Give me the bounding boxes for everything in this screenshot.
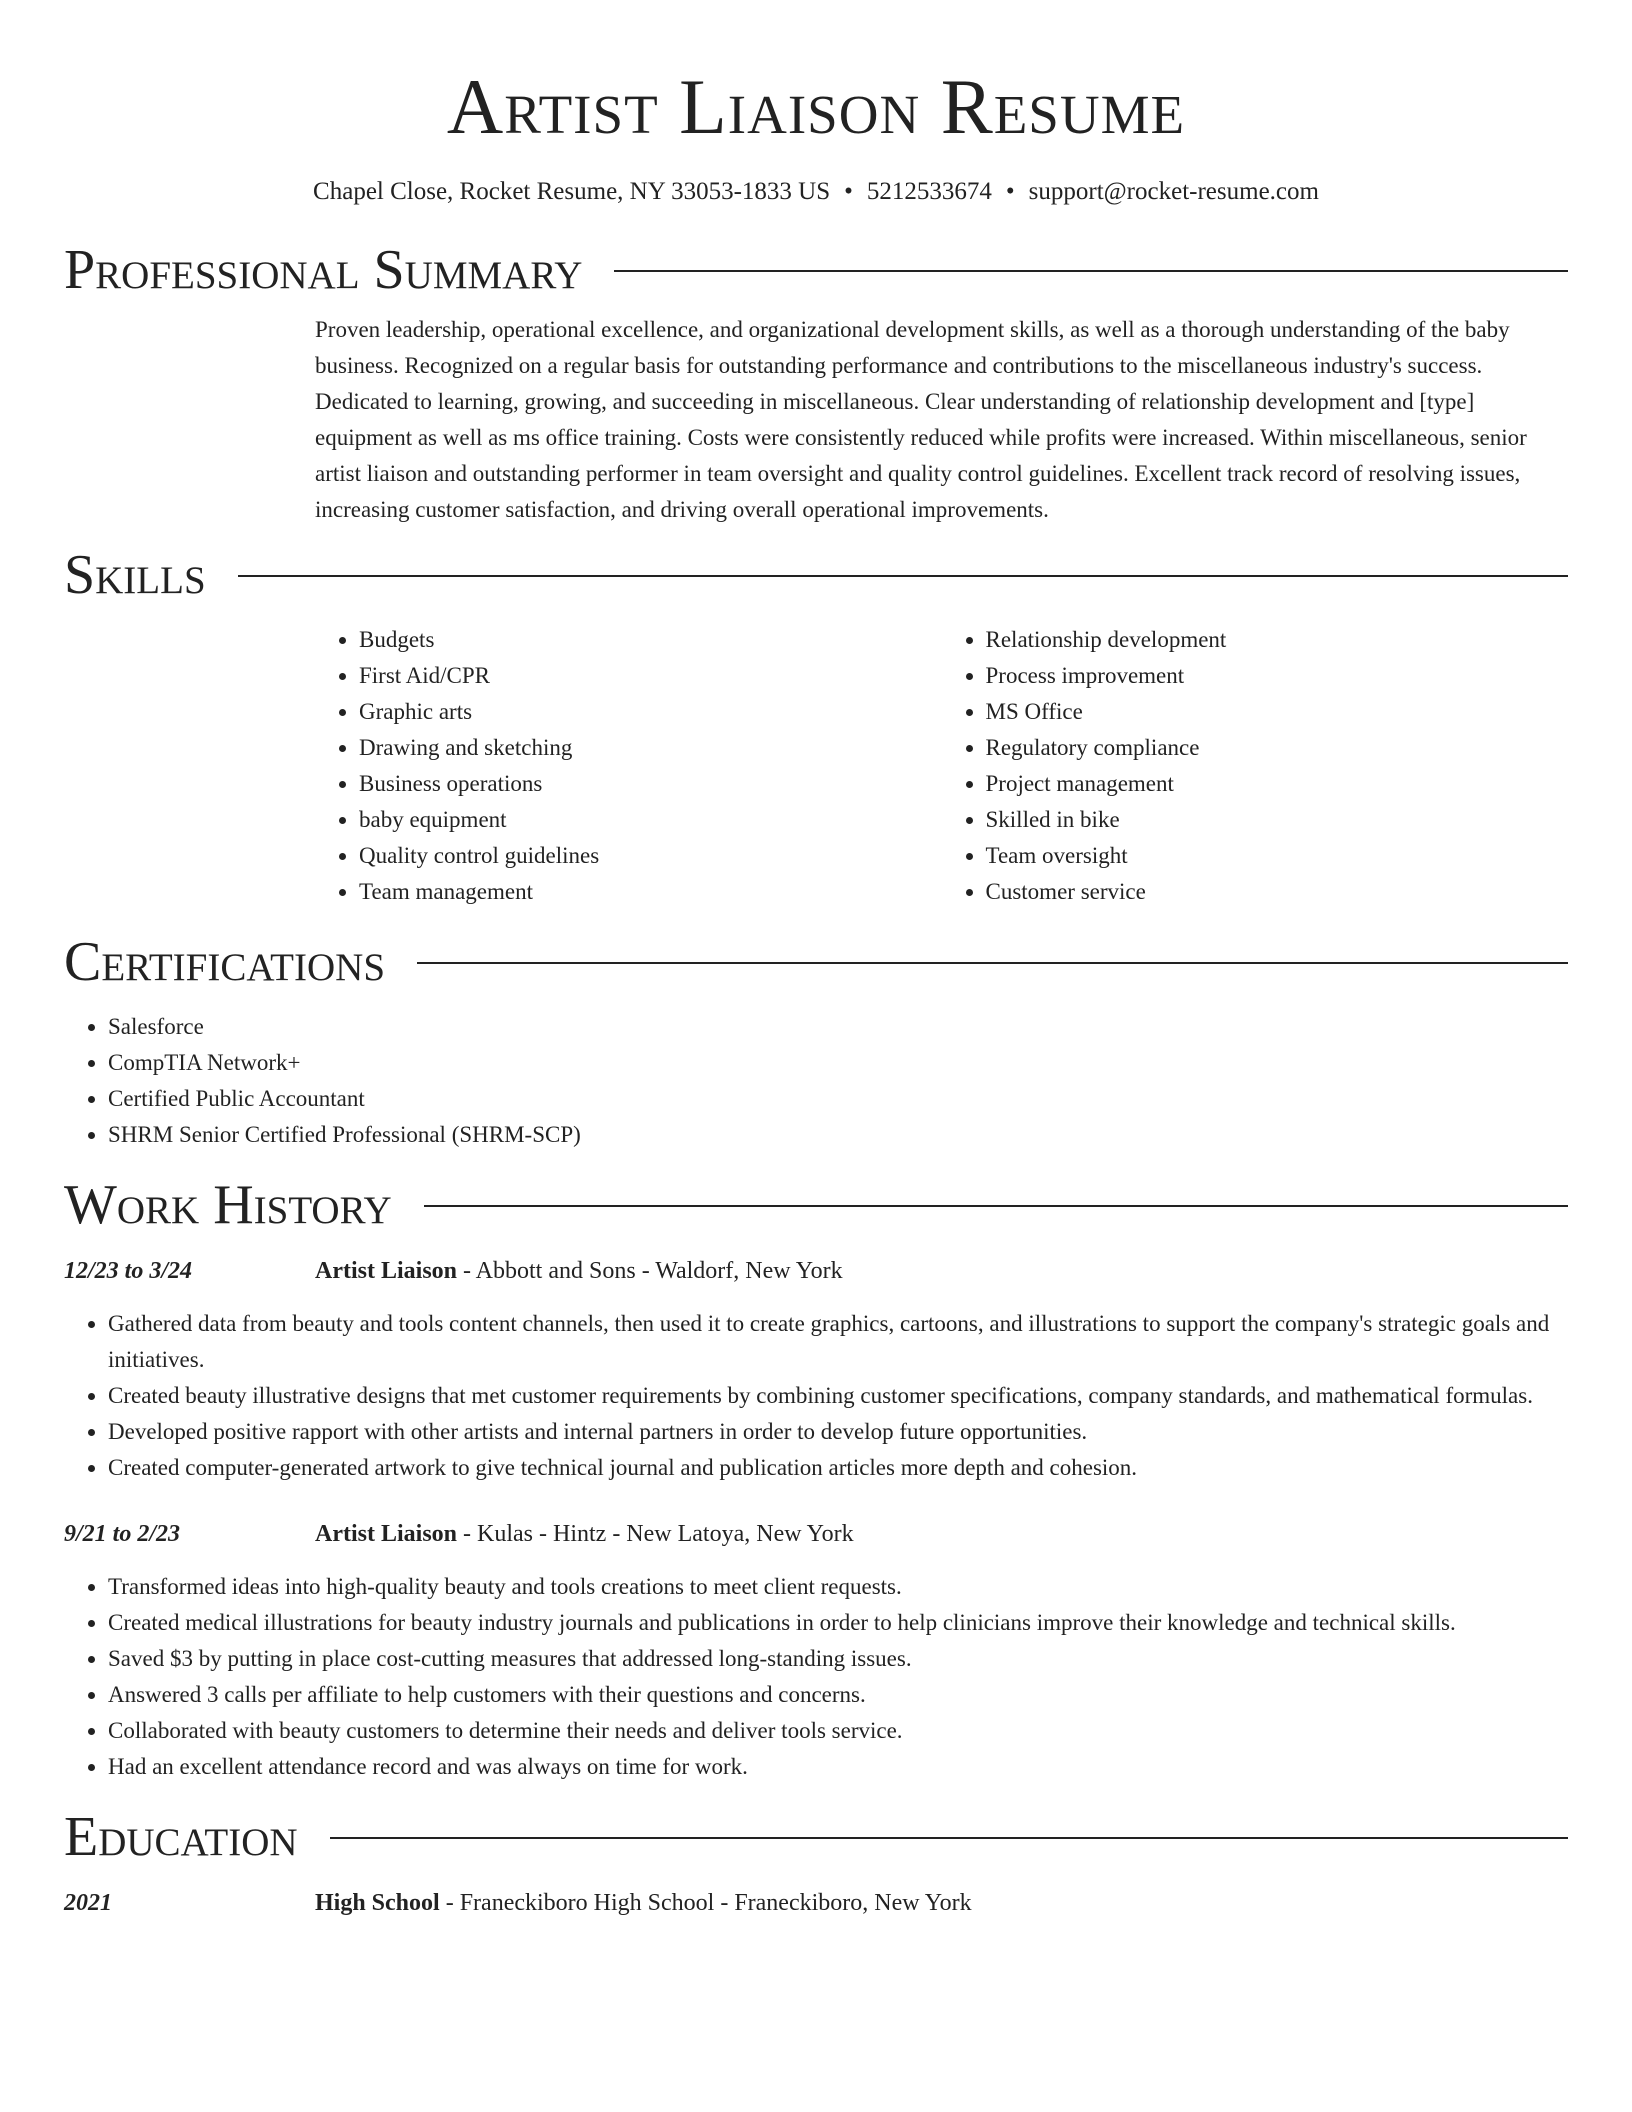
job-entry [64, 1253, 1568, 1486]
skill-item: • Regulatory compliance [986, 730, 1569, 766]
certifications-section [64, 930, 1568, 1153]
job-dates: 9/21 to 2/23 [64, 1521, 181, 1547]
certification-item: • CompTIA Network+ [108, 1045, 1568, 1081]
skills-columns [315, 622, 1568, 910]
education-degree: High School [315, 1890, 440, 1916]
summary-text: Proven leadership, operational excellence, and organizational development skills, as well as a thorough understanding of the baby business. Recognized on a regular basis for outstanding performance and contributions to the miscellaneous industry's success. Dedicated to learning, growing, and succeeding in miscellaneous. Clear understanding of relationship development and [type] equipment as well as ms office training. Costs were consistently reduced while profits were increased. Within miscellaneous, senior artist liaison and outstanding performer in team oversight and quality control guidelines. Excellent track record of resolving issues, increasing customer satisfaction, and driving overall operational improvements. [315, 317, 1527, 522]
job-bullet: • Had an excellent attendance record and was always on time for work. [108, 1749, 1568, 1785]
summary-section [64, 238, 1568, 528]
section-header [64, 1173, 1568, 1237]
skill-item: • Business operations [359, 766, 942, 802]
job-details: - Kulas - Hintz - New Latoya, New York [457, 1521, 854, 1547]
skill-item: • Relationship development [986, 622, 1569, 658]
contact-line [64, 176, 1568, 208]
skill-item: • Graphic arts [359, 694, 942, 730]
job-bullets [64, 1569, 1568, 1785]
skill-item: • Drawing and sketching [359, 730, 942, 766]
certification-item: • Certified Public Accountant [108, 1081, 1568, 1117]
skill-item: • Team oversight [986, 838, 1569, 874]
job-entry [64, 1516, 1568, 1785]
skill-item: • Budgets [359, 622, 942, 658]
section-title-skills: Skills [64, 544, 206, 606]
section-title-education: Education [64, 1806, 298, 1868]
job-header [64, 1516, 1568, 1552]
skill-item: • Quality control guidelines [359, 838, 942, 874]
job-header [64, 1253, 1568, 1289]
job-bullet: • Created medical illustrations for beauty industry journals and publications in order to help clinicians improve their knowledge and technical skills. [108, 1605, 1568, 1641]
contact-address: Chapel Close, Rocket Resume, NY 33053-1833 US [313, 178, 831, 205]
job-bullet: • Collaborated with beauty customers to determine their needs and deliver tools service. [108, 1713, 1568, 1749]
skills-list-right [942, 622, 1569, 910]
contact-separator: • [1005, 178, 1015, 205]
section-divider [424, 1205, 1568, 1207]
skill-item: • Skilled in bike [986, 802, 1569, 838]
skill-item: • Process improvement [986, 658, 1569, 694]
job-bullet: • Developed positive rapport with other artists and internal partners in order to develop future opportunities. [108, 1414, 1568, 1450]
section-divider [330, 1837, 1568, 1839]
job-heading [315, 1516, 854, 1552]
skills-list-left [315, 622, 942, 910]
section-divider [417, 962, 1568, 964]
skill-item: • MS Office [986, 694, 1569, 730]
job-title: Artist Liaison [315, 1258, 458, 1284]
job-bullets [64, 1306, 1568, 1486]
skill-item: • Project management [986, 766, 1569, 802]
resume-page [64, 0, 1568, 1921]
section-title-certifications: Certifications [64, 931, 386, 993]
section-divider [614, 270, 1568, 272]
skills-section [64, 543, 1568, 910]
job-details: - Abbott and Sons - Waldorf, New York [457, 1258, 843, 1284]
contact-phone: 5212533674 [866, 178, 992, 205]
education-heading [315, 1885, 972, 1921]
job-bullet: • Answered 3 calls per affiliate to help customers with their questions and concerns. [108, 1677, 1568, 1713]
job-bullet: • Created computer-generated artwork to give technical journal and publication articles more depth and cohesion. [108, 1450, 1568, 1486]
job-bullet: • Transformed ideas into high-quality beauty and tools creations to meet client requests. [108, 1569, 1568, 1605]
education-year: 2021 [64, 1890, 112, 1916]
job-bullet: • Saved $3 by putting in place cost-cutting measures that addressed long-standing issues. [108, 1641, 1568, 1677]
section-header [64, 1805, 1568, 1869]
job-heading [315, 1253, 843, 1289]
certification-item: • SHRM Senior Certified Professional (SHRM-SCP) [108, 1117, 1568, 1153]
job-bullet: • Gathered data from beauty and tools content channels, then used it to create graphics, cartoons, and illustrations to support the company's strategic goals and initiatives. [108, 1306, 1568, 1378]
certification-item: • Salesforce [108, 1009, 1568, 1045]
section-divider [238, 575, 1568, 577]
skill-item: • Customer service [986, 874, 1569, 910]
section-title-work-history: Work History [64, 1174, 392, 1236]
education-details: - Franeckiboro High School - Franeckiboro, New York [439, 1890, 972, 1916]
education-section [64, 1805, 1568, 1921]
contact-email[interactable]: support@rocket-resume.com [1028, 178, 1319, 205]
certifications-list [64, 1009, 1568, 1153]
skill-item: • baby equipment [359, 802, 942, 838]
section-title-summary: Professional Summary [64, 239, 583, 301]
skill-item: • First Aid/CPR [359, 658, 942, 694]
job-title: Artist Liaison [315, 1521, 458, 1547]
section-header [64, 543, 1568, 607]
section-header [64, 238, 1568, 302]
education-entry [64, 1885, 1568, 1921]
section-header [64, 930, 1568, 994]
contact-separator: • [844, 178, 853, 205]
skill-item: • Team management [359, 874, 942, 910]
resume-title: Artist Liaison Resume [446, 63, 1186, 150]
job-bullet: • Created beauty illustrative designs that met customer requirements by combining customer specifications, company standards, and mathematical formulas. [108, 1378, 1568, 1414]
work-history-section [64, 1173, 1568, 1785]
job-dates: 12/23 to 3/24 [64, 1258, 193, 1284]
